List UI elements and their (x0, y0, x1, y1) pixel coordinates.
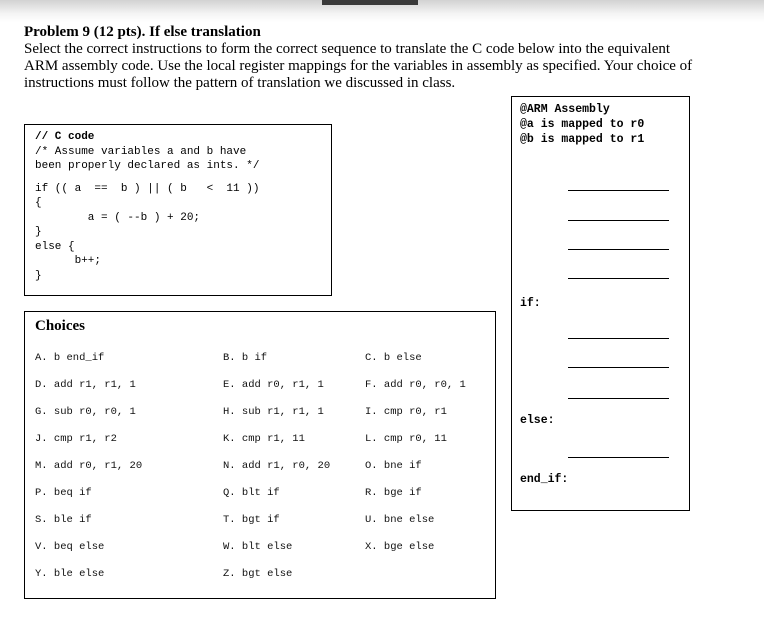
c-code-box (24, 124, 332, 296)
choice-a[interactable]: A. b end_if (35, 352, 105, 364)
c-code-header: // C code (35, 131, 95, 143)
choices-box (24, 311, 496, 599)
choice-h[interactable]: H. sub r1, r1, 1 (223, 406, 324, 418)
choice-i[interactable]: I. cmp r0, r1 (365, 406, 447, 418)
top-tab-bar (322, 0, 418, 5)
assembly-box (511, 96, 690, 511)
choice-f[interactable]: F. add r0, r0, 1 (365, 379, 466, 391)
choice-o[interactable]: O. bne if (365, 460, 422, 472)
choice-t[interactable]: T. bgt if (223, 514, 280, 526)
choice-r[interactable]: R. bge if (365, 487, 422, 499)
c-code-spacer (35, 174, 331, 182)
problem-instructions (24, 41, 744, 92)
choice-u[interactable]: U. bne else (365, 514, 435, 526)
choice-g[interactable]: G. sub r0, r0, 1 (35, 406, 136, 418)
answer-blank[interactable] (568, 398, 669, 399)
instruction-line: Select the correct instructions to form the correct sequence to translate the C code below into the equivalent (24, 41, 671, 57)
assembly-mapping-a: @a is mapped to r0 (520, 118, 645, 131)
instruction-line: instructions must follow the pattern of translation we discussed in class. (24, 75, 456, 91)
choice-c[interactable]: C. b else (365, 352, 422, 364)
assembly-mapping-b: @b is mapped to r1 (520, 133, 645, 146)
choice-x[interactable]: X. bge else (365, 541, 435, 553)
answer-blank[interactable] (568, 190, 669, 191)
choice-w[interactable]: W. blt else (223, 541, 293, 553)
c-code-if: if (( a == b ) || ( b < 11 )) (35, 182, 260, 195)
choice-d[interactable]: D. add r1, r1, 1 (35, 379, 136, 391)
choice-v[interactable]: V. beq else (35, 541, 105, 553)
choice-n[interactable]: N. add r1, r0, 20 (223, 460, 331, 472)
choice-j[interactable]: J. cmp r1, r2 (35, 433, 117, 445)
c-code-else-body: b++; (35, 255, 102, 267)
problem-title: Problem 9 (12 pts). If else translation (24, 24, 261, 40)
choice-m[interactable]: M. add r0, r1, 20 (35, 460, 143, 472)
answer-blank[interactable] (568, 278, 669, 279)
choice-s[interactable]: S. ble if (35, 514, 92, 526)
answer-blank[interactable] (568, 338, 669, 339)
answer-blank[interactable] (568, 220, 669, 221)
assembly-header: @ARM Assembly (520, 103, 610, 116)
choice-b[interactable]: B. b if (223, 352, 268, 364)
choices-title: Choices (35, 318, 85, 334)
label-if: if: (520, 297, 541, 310)
answer-blank[interactable] (568, 457, 669, 458)
choice-l[interactable]: L. cmp r0, 11 (365, 433, 447, 445)
instruction-line: ARM assembly code. Use the local register mappings for the variables in assembly as specified. Your choice of (24, 58, 693, 74)
c-code-body: a = ( --b ) + 20; (35, 211, 201, 224)
choice-y[interactable]: Y. ble else (35, 568, 105, 580)
c-code-brace: { (35, 197, 42, 209)
answer-blank[interactable] (568, 249, 669, 250)
choice-z[interactable]: Z. bgt else (223, 568, 293, 580)
label-else: else: (520, 414, 555, 427)
label-end-if: end_if: (520, 473, 569, 486)
c-code-brace: } (35, 269, 42, 282)
c-code-else: else { (35, 240, 75, 253)
choice-k[interactable]: K. cmp r1, 11 (223, 433, 305, 445)
choice-q[interactable]: Q. blt if (223, 487, 280, 499)
answer-blank[interactable] (568, 367, 669, 368)
c-code-comment: been properly declared as ints. */ (35, 160, 260, 172)
choice-p[interactable]: P. beq if (35, 487, 92, 499)
choice-e[interactable]: E. add r0, r1, 1 (223, 379, 324, 391)
c-code-comment: /* Assume variables a and b have (35, 145, 247, 158)
c-code-brace: } (35, 226, 42, 238)
